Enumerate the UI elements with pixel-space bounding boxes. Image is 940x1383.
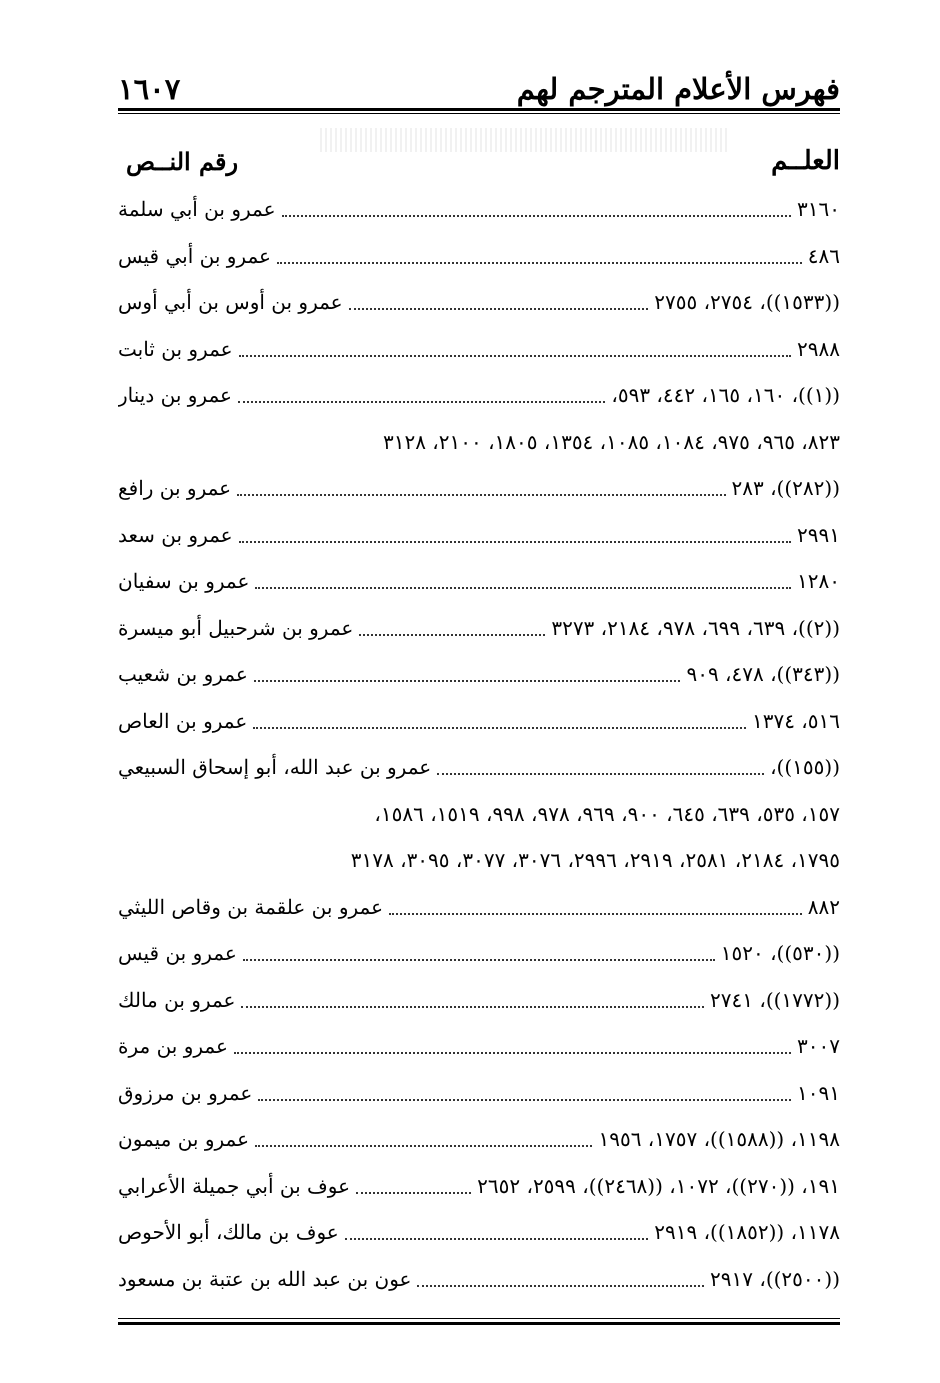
dot-leader <box>282 215 792 217</box>
index-entry <box>118 372 840 419</box>
entry-name: عوف بن أبي جميلة الأعرابي <box>118 1173 351 1198</box>
entry-refs: ١٢٨٠ <box>797 569 840 594</box>
index-entry <box>118 326 840 373</box>
page-number: ١٦٠٧ <box>118 72 181 106</box>
dot-leader <box>437 773 764 775</box>
dot-leader <box>239 541 791 543</box>
index-entry <box>118 977 840 1024</box>
entry-name: عمرو بن مالك <box>118 987 236 1012</box>
index-entry <box>118 512 840 559</box>
entry-name: عمرو بن أبي سلمة <box>118 197 276 222</box>
dot-leader <box>255 587 791 589</box>
dot-leader <box>349 308 649 310</box>
index-entry <box>118 884 840 931</box>
footer-rule <box>118 1322 840 1325</box>
entry-name: عمرو بن أبي قيس <box>118 243 271 268</box>
entry-refs: ((١٧٧٢))، ٢٧٤١ <box>710 987 840 1012</box>
dot-leader <box>243 959 715 961</box>
dot-leader <box>234 1052 791 1054</box>
entry-name: عوف بن مالك، أبو الأحوص <box>118 1220 339 1245</box>
dot-leader <box>359 634 545 636</box>
entry-refs: ٢٩٨٨ <box>797 336 840 361</box>
name-column-heading: العلــم <box>771 146 840 176</box>
entry-refs: ١٥٧، ٥٣٥، ٦٣٩، ٦٤٥، ٩٠٠، ٩٦٩، ٩٧٨، ٩٩٨، ١٥١٩، ١٥٨٦، <box>374 801 840 826</box>
entry-refs: ١٠٩١ <box>797 1080 840 1105</box>
dot-leader <box>239 355 791 357</box>
entry-name: عمرو بن ثابت <box>118 336 233 361</box>
index-entry <box>118 558 840 605</box>
index-entries <box>118 186 840 1302</box>
entry-name: عمرو بن العاص <box>118 708 248 733</box>
index-entry-continuation <box>118 419 840 466</box>
column-headings <box>118 140 840 182</box>
entry-refs: ٢٩٩١ <box>797 522 840 547</box>
index-entry <box>118 279 840 326</box>
entry-name: عمرو بن قيس <box>118 941 237 966</box>
header-rule <box>118 108 840 111</box>
running-title: فهرس الأعلام المترجم لهم <box>516 72 840 106</box>
entry-refs: ١٩١، ((٢٧٠))، ١٠٧٢، ((٢٤٦٨))، ٢٥٩٩، ٢٦٥٢ <box>477 1173 840 1198</box>
entry-name: عمرو بن رافع <box>118 476 232 501</box>
dot-leader <box>255 1145 592 1147</box>
index-entry <box>118 1256 840 1303</box>
dot-leader <box>345 1238 649 1240</box>
dot-leader <box>258 1099 791 1101</box>
dot-leader <box>238 401 605 403</box>
entry-name: عمرو بن مرة <box>118 1034 228 1059</box>
entry-name: عمرو بن ميمون <box>118 1127 250 1152</box>
entry-name: عمرو بن علقمة بن وقاص الليثي <box>118 894 384 919</box>
entry-name: عمرو بن سعد <box>118 522 233 547</box>
dot-leader <box>389 913 802 915</box>
index-entry <box>118 1163 840 1210</box>
index-entry <box>118 605 840 652</box>
index-entry-continuation <box>118 791 840 838</box>
index-entry <box>118 698 840 745</box>
entry-refs: ((٣٤٣))، ٤٧٨، ٩٠٩ <box>686 662 840 687</box>
entry-refs: ((١٥٥))، <box>770 755 840 780</box>
entry-refs: ٨٢٣، ٩٦٥، ٩٧٥، ١٠٨٤، ١٠٨٥، ١٣٥٤، ١٨٠٥، ٢١٠٠، ٣١٢٨ <box>382 429 840 454</box>
page-header <box>118 62 840 106</box>
dot-leader <box>241 1006 704 1008</box>
index-entry <box>118 1023 840 1070</box>
index-entry <box>118 186 840 233</box>
index-entry <box>118 744 840 791</box>
index-entry <box>118 233 840 280</box>
header-rule-thin <box>118 113 840 114</box>
entry-name: عمرو بن شعيب <box>118 662 248 687</box>
entry-refs: ((٢٨٢))، ٢٨٣ <box>731 476 840 501</box>
index-entry <box>118 930 840 977</box>
entry-name: عون بن عبد الله بن عتبة بن مسعود <box>118 1266 412 1291</box>
entry-refs: ((٢))، ٦٣٩، ٦٩٩، ٩٧٨، ٢١٨٤، ٣٢٧٣ <box>551 615 840 640</box>
entry-refs: ٤٨٦ <box>807 243 840 268</box>
entry-name: عمرو بن سفيان <box>118 569 250 594</box>
entry-name: عمرو بن عبد الله، أبو إسحاق السبيعي <box>118 755 432 780</box>
entry-name: عمرو بن دينار <box>118 383 232 408</box>
entry-refs: ١٧٩٥، ٢١٨٤، ٢٥٨١، ٢٩١٩، ٢٩٩٦، ٣٠٧٦، ٣٠٧٧، ٣٠٩٥، ٣١٧٨ <box>350 848 840 873</box>
dot-leader <box>356 1192 471 1194</box>
dot-leader <box>277 262 802 264</box>
entry-refs: ١١٩٨، ((١٥٨٨))، ١٧٥٧، ١٩٥٦ <box>598 1127 840 1152</box>
ref-column-heading: رقم النــص <box>126 146 239 176</box>
entry-name: عمرو بن مرزوق <box>118 1080 253 1105</box>
index-entry <box>118 1070 840 1117</box>
index-entry <box>118 1116 840 1163</box>
footer-rule-thin <box>118 1318 840 1319</box>
dot-leader <box>237 494 725 496</box>
entry-refs: ١١٧٨، ((١٨٥٢))، ٢٩١٩ <box>654 1220 840 1245</box>
entry-refs: ((٢٥٠٠))، ٢٩١٧ <box>710 1266 840 1291</box>
entry-refs: ((٥٣٠))، ١٥٢٠ <box>720 941 840 966</box>
entry-refs: ((١))، ١٦٠، ١٦٥، ٤٤٢، ٥٩٣، <box>611 383 840 408</box>
entry-name: عمرو بن أوس بن أبي أوس <box>118 290 343 315</box>
entry-refs: ٣٠٠٧ <box>797 1034 840 1059</box>
index-entry-continuation <box>118 837 840 884</box>
dot-leader <box>417 1285 704 1287</box>
entry-refs: ٨٨٢ <box>807 894 840 919</box>
index-entry <box>118 651 840 698</box>
index-entry <box>118 1209 840 1256</box>
entry-name: عمرو بن شرحبيل أبو ميسرة <box>118 615 354 640</box>
index-entry <box>118 465 840 512</box>
entry-refs: ٥١٦، ١٣٧٤ <box>751 708 840 733</box>
dot-leader <box>253 727 746 729</box>
entry-refs: ٣١٦٠ <box>797 197 840 222</box>
entry-refs: ((١٥٣٣))، ٢٧٥٤، ٢٧٥٥ <box>654 290 840 315</box>
dot-leader <box>254 680 681 682</box>
